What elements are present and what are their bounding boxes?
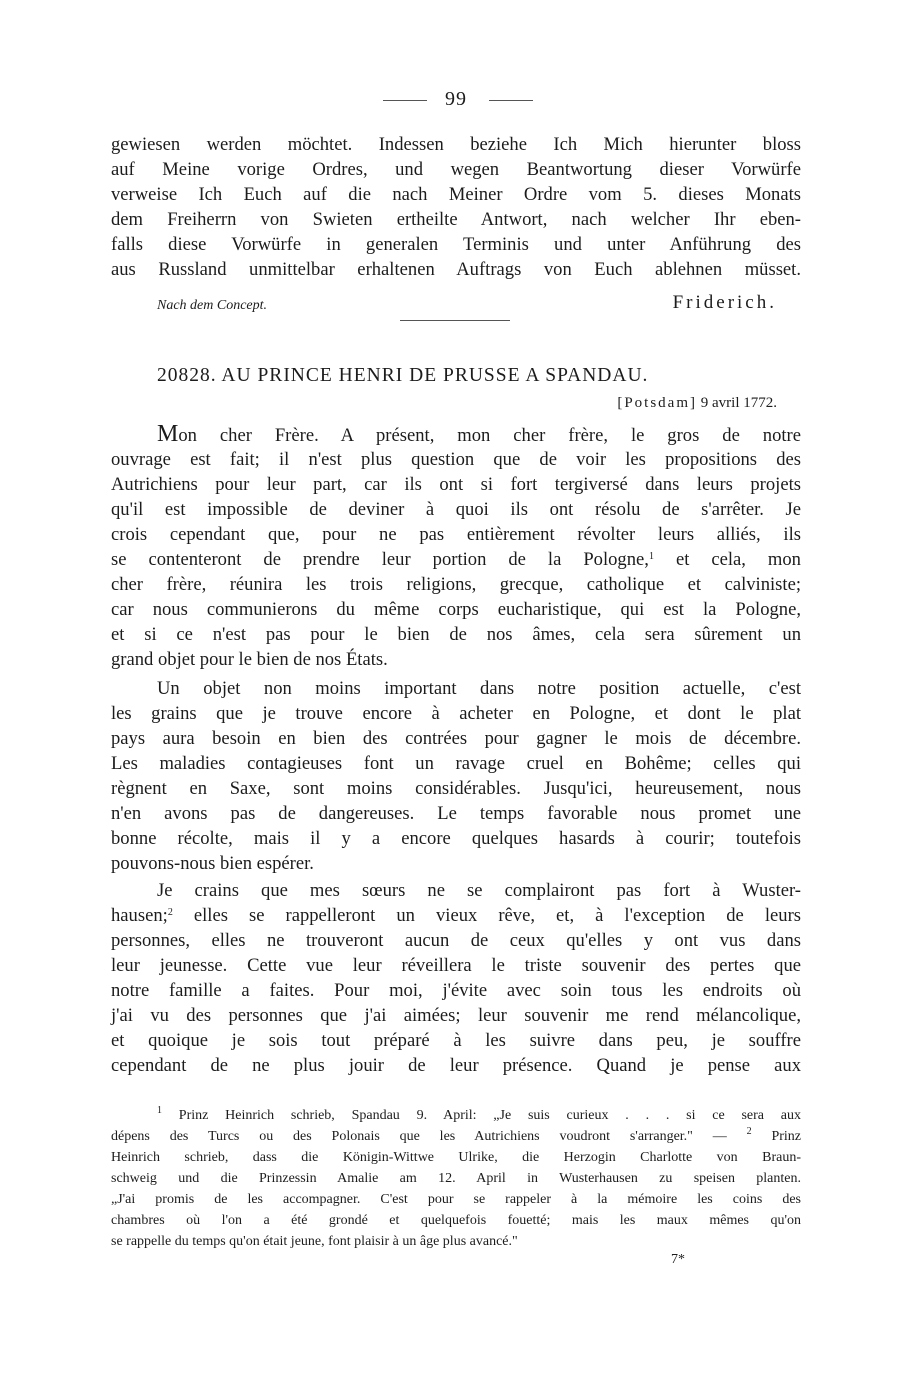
text-fragment: elles se rappelleront un vieux rêve, et, à l'exception de leurs	[193, 905, 801, 926]
text-fragment: et cela, mon	[675, 549, 801, 570]
letter-paragraph-1	[111, 422, 801, 672]
text-line: leur jeunesse. Cette vue leur réveillera le triste souvenir des pertes que	[111, 955, 801, 976]
footnote-line: „J'ai promis de les accompagner. C'est pour se rappeler à la mémoire les coins des	[111, 1192, 801, 1207]
salutation-text: on cher Frère. A présent, mon cher frère, le gros de notre	[178, 425, 801, 446]
letter-heading: 20828. AU PRINCE HENRI DE PRUSSE A SPANDAU.	[157, 365, 649, 386]
closing-row	[111, 292, 801, 318]
letter-paragraph-2	[111, 676, 801, 876]
text-line: Autrichiens pour leur part, car ils ont si fort tergiversé dans leurs projets	[111, 474, 801, 495]
text-line: car nous communierons du même corps eucharistique, qui est la Pologne,	[111, 599, 801, 620]
dateline-place: [Potsdam]	[617, 395, 697, 411]
salutation-initial: M	[157, 421, 179, 447]
text-line: règnent en Saxe, sont moins considérables. Jusqu'ici, heureusement, nous	[111, 778, 801, 799]
text-line: ouvrage est fait; il n'est plus question que de voir les propositions des	[111, 449, 801, 470]
footnote-ref-1: 1	[648, 551, 654, 562]
footnote-mark-1: 1	[157, 1105, 162, 1116]
text-line: falls diese Vorwürfe in generalen Terminis und unter Anführung des	[111, 234, 801, 255]
text-line: Je crains que mes sœurs ne se complairont pas fort à Wuster-	[157, 880, 801, 901]
text-line: crois cependant que, pour ne pas entièrement révolter leurs alliés, ils	[111, 524, 801, 545]
text-line: verweise Ich Euch auf die nach Meiner Ordre vom 5. dieses Monats	[111, 184, 801, 205]
text-fragment: Prinz Heinrich schrieb, Spandau 9. April: „Je suis curieux . . . si ce sera aux	[178, 1108, 801, 1123]
footnote-mark-2: 2	[746, 1126, 752, 1137]
text-line: n'en avons pas de dangereuses. Le temps favorable nous promet une	[111, 803, 801, 824]
text-line: Un objet non moins important dans notre position actuelle, c'est	[157, 678, 801, 699]
text-fragment: hausen;	[111, 905, 168, 926]
text-line: gewiesen werden möchtet. Indessen beziehe Ich Mich hierunter bloss	[111, 134, 801, 155]
continuation-paragraph	[111, 132, 801, 282]
text-line: et si ce n'est pas pour le bien de nos âmes, cela sera sûrement un	[111, 624, 801, 645]
footnote-ref-2: 2	[167, 907, 173, 918]
footnote-line: se rappelle du temps qu'on était jeune, font plaisir à un âge plus avancé."	[111, 1234, 518, 1249]
text-line: auf Meine vorige Ordres, und wegen Beantwortung dieser Vorwürfe	[111, 159, 801, 180]
section-divider	[400, 320, 510, 321]
text-line: aus Russland unmittelbar erhaltenen Auftrags von Euch ablehnen müsset.	[111, 259, 801, 280]
text-line: pays aura besoin en bien des contrées pour gagner le mois de décembre.	[111, 728, 801, 749]
text-line: j'ai vu des personnes que j'ai aimées; leur souvenir me rend mélancolique,	[111, 1005, 801, 1026]
footnotes	[111, 1105, 801, 1252]
text-line: grand objet pour le bien de nos États.	[111, 649, 388, 670]
page-header	[111, 88, 801, 118]
text-line: cher frère, réunira les trois religions, grecque, catholique et calviniste;	[111, 574, 801, 595]
text-fragment: Prinz	[771, 1129, 801, 1144]
text-line	[111, 547, 801, 572]
text-line: pouvons-nous bien espérer.	[111, 853, 314, 874]
header-rule-right	[489, 100, 533, 101]
text-line	[111, 903, 801, 928]
footnote-line	[111, 1105, 801, 1126]
text-line: qu'il est impossible de deviner à quoi ils ont résolu de s'arrêter. Je	[111, 499, 801, 520]
text-line: cependant de ne plus jouir de leur présence. Quand je pense aux	[111, 1055, 801, 1076]
dateline-date: 9 avril 1772.	[700, 395, 777, 411]
text-line: bonne récolte, mais il y a encore quelques hasards à courir; toutefois	[111, 828, 801, 849]
page-number: 99	[445, 88, 467, 110]
dateline	[617, 395, 777, 412]
signature: Friderich.	[672, 292, 777, 313]
source-note: Nach dem Concept.	[157, 298, 268, 313]
text-fragment: dépens des Turcs ou des Polonais que les Autrichiens voudront s'arranger." —	[111, 1129, 727, 1144]
text-line: Les maladies contagieuses font un ravage cruel en Bohême; celles qui	[111, 753, 801, 774]
footnote-line: Heinrich schrieb, dass die Königin-Wittwe Ulrike, die Herzogin Charlotte von Braun-	[111, 1150, 801, 1165]
signature-mark: 7*	[671, 1252, 685, 1267]
text-line: personnes, elles ne trouveront aucun de ceux qu'elles y ont vus dans	[111, 930, 801, 951]
text-line: et quoique je sois tout préparé à les suivre dans peu, je souffre	[111, 1030, 801, 1051]
text-fragment: se contenteront de prendre leur portion de la Pologne,	[111, 549, 649, 570]
text-line: les grains que je trouve encore à acheter en Pologne, et dont le plat	[111, 703, 801, 724]
text-line: notre famille a faites. Pour moi, j'évite avec soin tous les endroits où	[111, 980, 801, 1001]
text-line: dem Freiherrn von Swieten ertheilte Antwort, nach welcher Ihr eben-	[111, 209, 801, 230]
footnote-line: schweig und die Prinzessin Amalie am 12. April in Wusterhausen zu speisen planten.	[111, 1171, 801, 1186]
footnote-line	[111, 1126, 801, 1147]
footnote-line: chambres où l'on a été grondé et quelquefois fouetté; mais les maux mêmes qu'on	[111, 1213, 801, 1228]
text-line	[111, 422, 801, 447]
letter-paragraph-3	[111, 878, 801, 1078]
